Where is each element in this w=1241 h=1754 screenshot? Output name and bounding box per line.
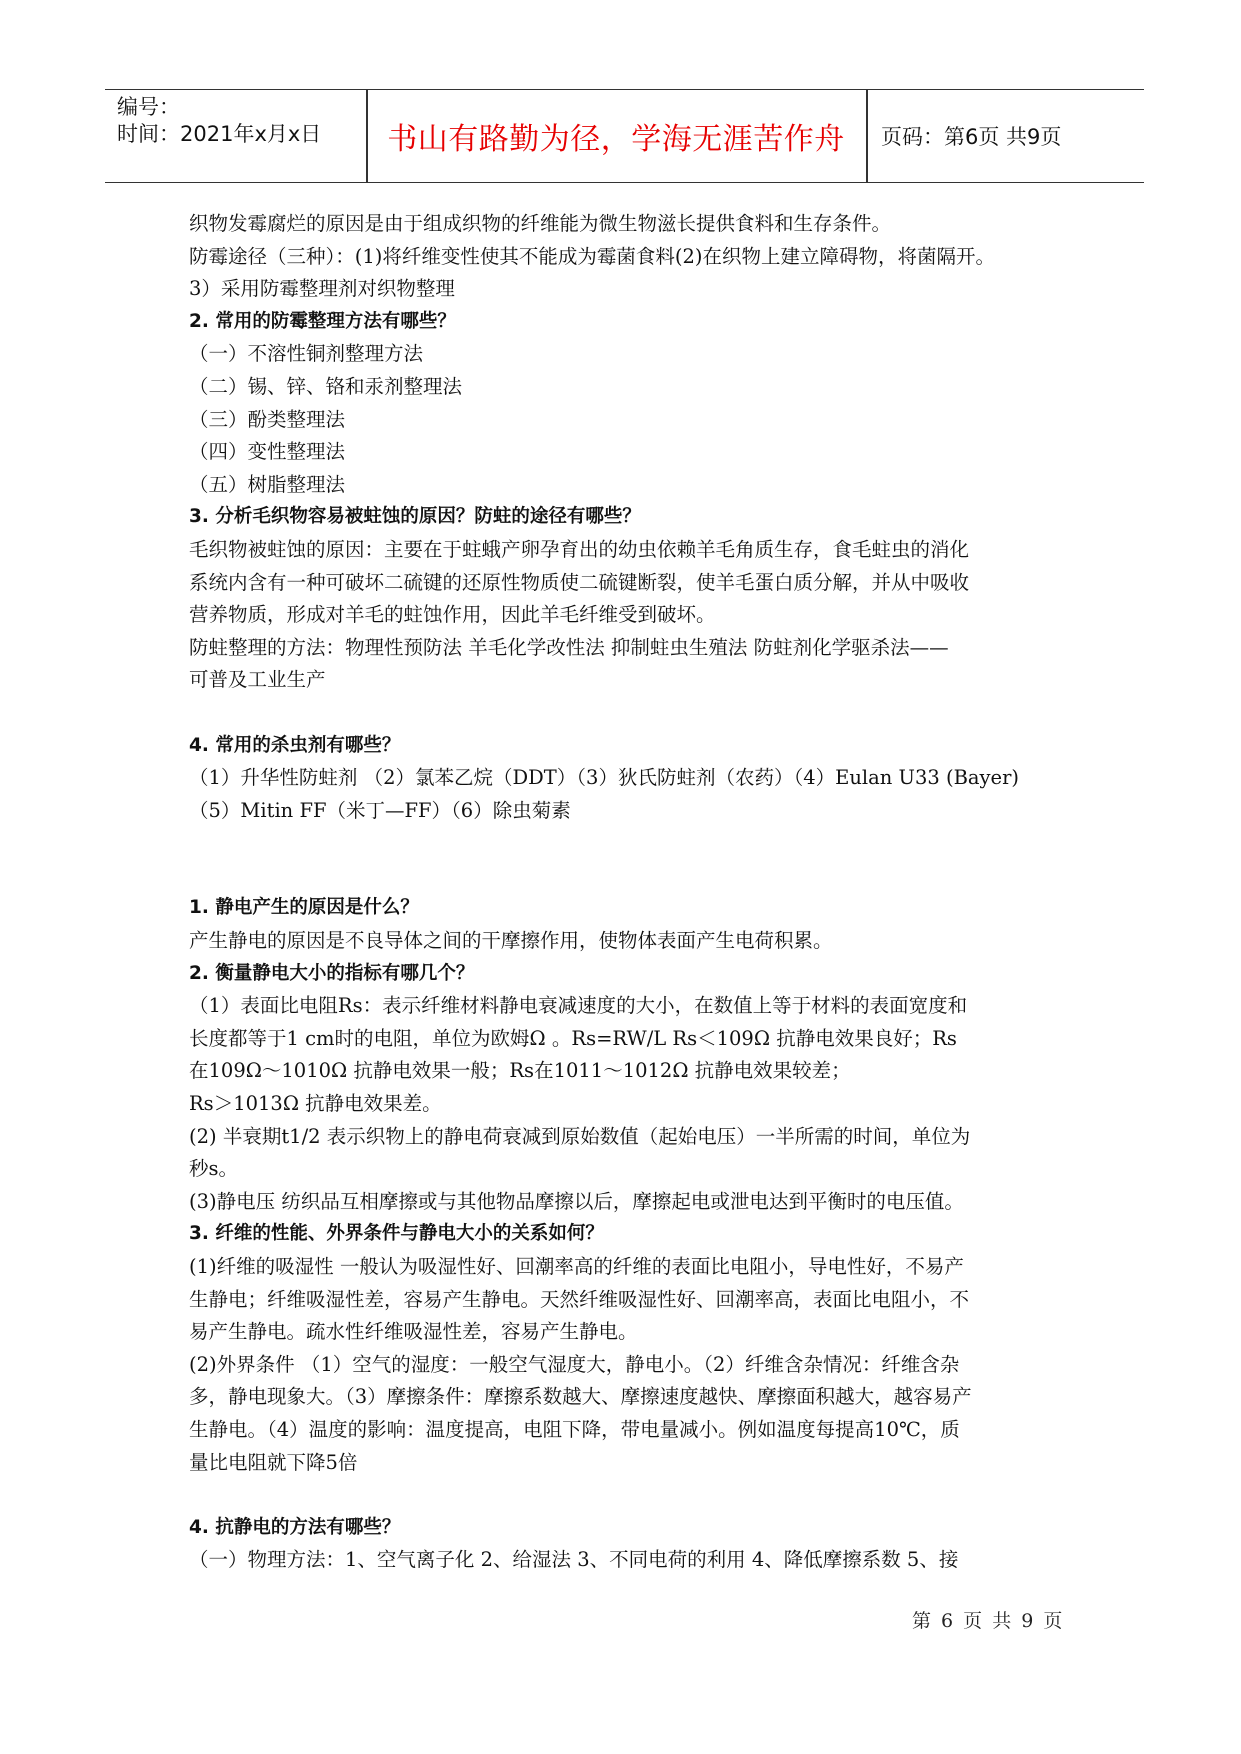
body-line: 秒s。 <box>189 1157 239 1181</box>
body-line: 多，静电现象大。（3）摩擦条件：摩擦系数越大、摩擦速度越快、摩擦面积越大，越容易产 <box>189 1385 972 1409</box>
document-number-label: 编号： <box>117 95 180 119</box>
body-line: （1）升华性防蛀剂 （2）氯苯乙烷（DDT）（3）狄氏防蛀剂（农药）（4）Eulan U33 (Bayer) <box>189 766 1020 790</box>
blank-line <box>189 697 1069 730</box>
body-line: 在109Ω～1010Ω 抗静电效果一般；Rs在1011～1012Ω 抗静电效果较差； <box>189 1059 851 1083</box>
body-line: （1）表面比电阻Rs：表示纤维材料静电衰减速度的大小，在数值上等于材料的表面宽度和 <box>189 994 968 1018</box>
body-line: （一）不溶性铜剂整理方法 <box>189 342 424 366</box>
header-meta <box>117 94 321 148</box>
body-line: 防蛀整理的方法：物理性预防法 羊毛化学改性法 抑制蛀虫生殖法 防蛀剂化学驱杀法—— <box>189 635 949 659</box>
header-motto: 书山有路勤为径，学海无涯苦作舟 <box>387 122 845 157</box>
body-line: 营养物质，形成对羊毛的蛀蚀作用，因此羊毛纤维受到破坏。 <box>189 603 716 627</box>
body-line: 生静电。（4）温度的影响：温度提高，电阻下降，带电量减小。例如温度每提高10℃，质 <box>189 1417 960 1441</box>
question-heading: 3. 纤维的性能、外界条件与静电大小的关系如何？ <box>189 1223 604 1245</box>
question-heading: 2. 常用的防霉整理方法有哪些？ <box>189 310 456 332</box>
page-footer: 第 6 页 共 9 页 <box>912 1610 1065 1632</box>
body-line: （三）酚类整理法 <box>189 407 346 431</box>
blank-line <box>189 1479 1069 1512</box>
body-line: 防霉途径（三种）：(1)将纤维变性使其不能成为霉菌食料(2)在织物上建立障碍物，将菌隔开。 <box>189 244 995 268</box>
body-line: 系统内含有一种可破坏二硫键的还原性物质使二硫键断裂，使羊毛蛋白质分解，并从中吸收 <box>189 570 970 594</box>
document-body <box>189 208 1069 1577</box>
body-line: （5）Mitin FF（米丁—FF）（6）除虫菊素 <box>189 798 571 822</box>
body-line: (2)外界条件 （1）空气的湿度：一般空气湿度大，静电小。（2）纤维含杂情况：纤维含杂 <box>189 1352 960 1376</box>
body-line: 可普及工业生产 <box>189 668 326 692</box>
header-divider-left <box>366 90 368 182</box>
blank-line <box>189 860 1069 893</box>
body-line: 生静电；纤维吸湿性差，容易产生静电。天然纤维吸湿性好、回潮率高，表面比电阻小，不 <box>189 1287 970 1311</box>
body-line: 量比电阻就下降5倍 <box>189 1450 358 1474</box>
header-page-label: 页码：第6页 共9页 <box>881 125 1062 149</box>
question-heading: 2. 衡量静电大小的指标有哪几个？ <box>189 962 475 984</box>
body-line: 3）采用防霉整理剂对织物整理 <box>189 277 455 301</box>
body-line: （四）变性整理法 <box>189 440 346 464</box>
question-heading: 3. 分析毛织物容易被蛀蚀的原因？防蛀的途径有哪些？ <box>189 506 641 528</box>
header-divider-right <box>866 90 868 182</box>
blank-line <box>189 827 1069 860</box>
page-header <box>105 89 1144 183</box>
body-line: 织物发霉腐烂的原因是由于组成织物的纤维能为微生物滋长提供食料和生存条件。 <box>189 212 892 235</box>
question-heading: 4. 常用的杀虫剂有哪些？ <box>189 734 401 756</box>
body-line: 毛织物被蛀蚀的原因：主要在于蛀蛾产卵孕育出的幼虫依赖羊毛角质生存，食毛蛀虫的消化 <box>189 537 970 561</box>
body-line: 长度都等于1 cm时的电阻，单位为欧姆Ω 。Rs=RW/L Rs＜109Ω 抗静电效果良好；Rs <box>189 1026 957 1050</box>
document-time-label: 时间：2021年x月x日 <box>117 122 322 146</box>
body-line: (2) 半衰期t1/2 表示织物上的静电荷衰减到原始数值（起始电压）一半所需的时间，单位为 <box>189 1124 971 1148</box>
body-line: (3)静电压 纺织品互相摩擦或与其他物品摩擦以后，摩擦起电或泄电达到平衡时的电压值。 <box>189 1189 964 1213</box>
body-line: （二）锡、锌、铬和汞剂整理法 <box>189 374 463 398</box>
body-line: 易产生静电。疏水性纤维吸湿性差，容易产生静电。 <box>189 1320 638 1344</box>
body-line: (1)纤维的吸湿性 一般认为吸湿性好、回潮率高的纤维的表面比电阻小，导电性好，不易产 <box>189 1255 964 1278</box>
body-line: （一）物理方法：1、空气离子化 2、给湿法 3、不同电荷的利用 4、降低摩擦系数 5、接 <box>189 1548 959 1572</box>
question-heading: 1. 静电产生的原因是什么？ <box>189 897 419 919</box>
body-line: Rs＞1013Ω 抗静电效果差。 <box>189 1092 442 1116</box>
body-line: 产生静电的原因是不良导体之间的干摩擦作用，使物体表面产生电荷积累。 <box>189 929 833 953</box>
question-heading: 4. 抗静电的方法有哪些？ <box>189 1516 401 1538</box>
body-line: （五）树脂整理法 <box>189 472 346 496</box>
